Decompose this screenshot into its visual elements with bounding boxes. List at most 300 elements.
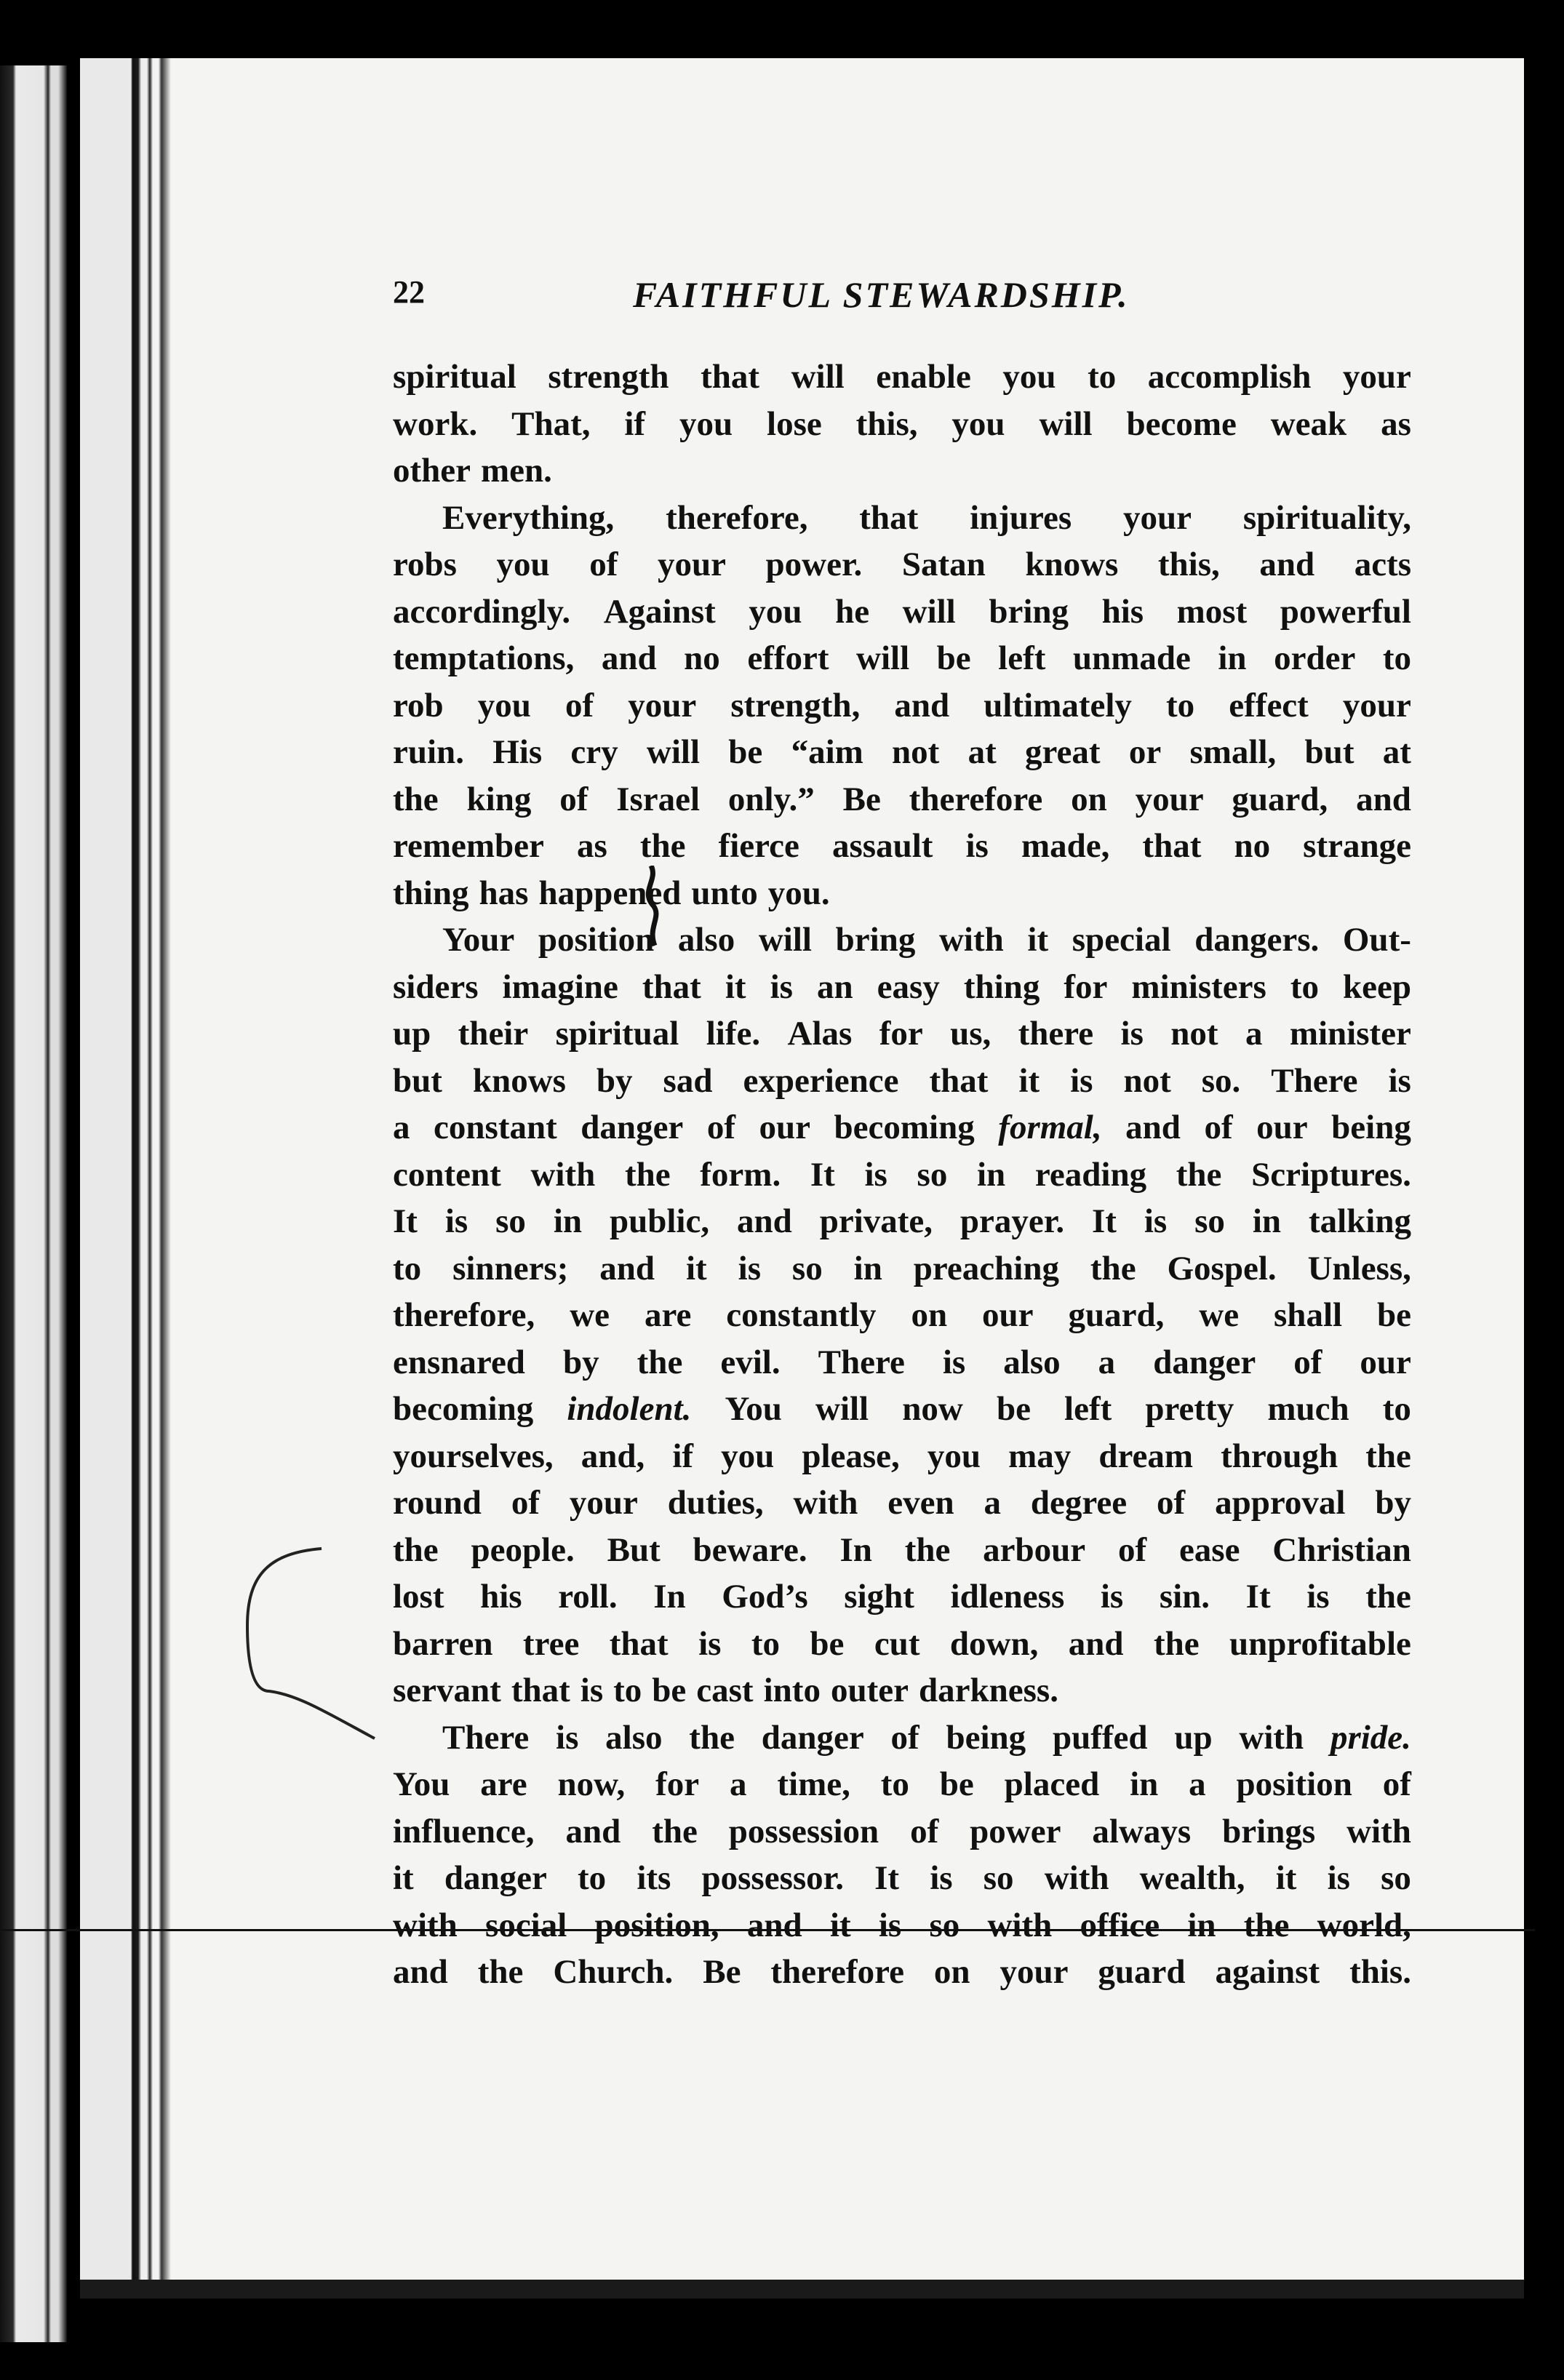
word: even [887, 1484, 954, 1522]
word: great [1025, 733, 1101, 771]
word: being [946, 1718, 1026, 1757]
text-line [393, 870, 1411, 917]
word: other [393, 452, 471, 490]
word: but [393, 1061, 442, 1100]
word: unto [691, 874, 758, 912]
word: barren [393, 1624, 493, 1663]
word: It [393, 1202, 418, 1240]
word: the [652, 1812, 698, 1850]
word: easy [877, 967, 940, 1006]
word: and [599, 1249, 655, 1287]
word: your [657, 546, 726, 583]
word: if [624, 404, 646, 443]
word: are [480, 1765, 527, 1803]
word: our [759, 1109, 811, 1146]
word: he [835, 592, 870, 631]
word: danger [444, 1859, 547, 1897]
word: being [1331, 1109, 1411, 1146]
word: in [1187, 1906, 1216, 1944]
word: But [607, 1530, 661, 1569]
word: It [1245, 1578, 1271, 1616]
word: is [1144, 1202, 1168, 1240]
word: It [874, 1859, 900, 1897]
word: cry [570, 733, 618, 771]
word: also [605, 1718, 663, 1757]
word: his [1101, 592, 1144, 631]
word: power [970, 1812, 1061, 1850]
word: its [637, 1859, 671, 1897]
word: of [1293, 1343, 1322, 1381]
word: men. [481, 452, 552, 490]
word: pride. [1330, 1718, 1411, 1757]
word: sin. [1159, 1578, 1210, 1616]
word: by [596, 1061, 633, 1100]
word: as [576, 827, 607, 865]
word: bring [835, 921, 916, 959]
word: effect [1229, 686, 1309, 724]
word: the [1365, 1437, 1411, 1475]
word: strength [548, 358, 669, 396]
word: private, [819, 1202, 933, 1240]
word: is [580, 1672, 604, 1709]
word: it [725, 967, 746, 1006]
word: no [684, 639, 720, 677]
text-line [393, 1339, 1411, 1386]
word: acts [1354, 546, 1411, 583]
word: in [1218, 639, 1247, 677]
word: position [1236, 1765, 1352, 1803]
word: position [538, 921, 655, 959]
word: and [1259, 546, 1315, 583]
word: small, [1189, 733, 1277, 771]
word: of [559, 780, 589, 818]
word: evil. [720, 1343, 781, 1381]
word: position, [594, 1906, 719, 1944]
word: is [1388, 1061, 1411, 1100]
text-line [393, 1527, 1411, 1574]
word: no [1234, 827, 1271, 865]
text-line [393, 1245, 1411, 1293]
word: is [1100, 1578, 1124, 1616]
word: and [565, 1812, 621, 1850]
word: Christian [1272, 1530, 1411, 1569]
word: and [746, 1906, 802, 1944]
word: Out- [1342, 921, 1411, 959]
word: against [1215, 1953, 1320, 1991]
word: fierce [718, 827, 799, 865]
word: to [751, 1624, 780, 1663]
word: siders [393, 967, 479, 1006]
word: is [878, 1906, 902, 1944]
word: indolent. [567, 1390, 692, 1428]
word: his [480, 1578, 522, 1616]
word: that [1142, 827, 1202, 865]
word: it [1018, 1061, 1040, 1100]
word: the [477, 1953, 524, 1991]
word: be [996, 1390, 1031, 1428]
word: is [1070, 1061, 1093, 1100]
word: preaching [913, 1249, 1059, 1287]
word: to [1382, 1390, 1411, 1428]
word: us, [950, 1015, 992, 1053]
word: lost [393, 1578, 444, 1616]
word: danger [580, 1109, 684, 1146]
word: wealth, [1139, 1859, 1245, 1897]
text-line [393, 1292, 1411, 1339]
word: this. [1349, 1953, 1411, 1991]
word: in [1252, 1202, 1282, 1240]
word: are [644, 1296, 692, 1334]
word: their [458, 1015, 529, 1053]
word: dangers. [1194, 921, 1320, 959]
word: for [879, 1015, 923, 1053]
word: left [998, 639, 1046, 677]
word: at [967, 733, 997, 771]
word: the [624, 1155, 671, 1194]
word: up [1174, 1718, 1213, 1757]
word: There [818, 1343, 905, 1381]
word: you. [767, 874, 830, 912]
text-line [393, 354, 1411, 401]
word: cast [696, 1672, 754, 1709]
word: is [556, 1718, 579, 1757]
word: into [763, 1672, 821, 1709]
text-line [393, 1198, 1411, 1245]
word: ultimately [984, 686, 1132, 724]
word: that [929, 1061, 989, 1100]
word: life. [706, 1015, 761, 1053]
word: God’s [722, 1578, 808, 1616]
text-line [393, 495, 1411, 542]
word: tree [522, 1624, 580, 1663]
word: your [1123, 498, 1192, 537]
word: a [1098, 1343, 1116, 1381]
word: constantly [726, 1296, 877, 1334]
word: only.” [727, 780, 815, 818]
word: and [894, 686, 950, 724]
page-bottom-edge [80, 2280, 1524, 2299]
word: not [892, 733, 940, 771]
word: remember [393, 827, 544, 865]
word: unmade [1072, 639, 1191, 677]
word: knows [1025, 546, 1119, 583]
word: arbour [983, 1530, 1086, 1569]
text-line [393, 1151, 1411, 1199]
word: will [856, 639, 910, 677]
word: power. [765, 546, 863, 583]
word: Your [442, 921, 515, 959]
word: Unless, [1307, 1249, 1411, 1287]
text-line [393, 776, 1411, 823]
word: brings [1222, 1812, 1316, 1850]
word: His [492, 733, 543, 771]
word: formal, [998, 1109, 1102, 1146]
word: the [1365, 1578, 1411, 1616]
word: is [965, 827, 989, 865]
word: idleness [950, 1578, 1065, 1616]
word: your [569, 1484, 638, 1522]
word: to [880, 1765, 909, 1803]
word: Against [603, 592, 716, 631]
word: in [1130, 1765, 1159, 1803]
word: prayer. [959, 1202, 1065, 1240]
word: if [672, 1437, 694, 1475]
book-edge-left [0, 65, 67, 2342]
word: so [495, 1202, 526, 1240]
word: happened [538, 874, 682, 912]
word: temptations, [393, 639, 575, 677]
word: to [578, 1859, 607, 1897]
word: pretty [1145, 1390, 1234, 1428]
word: shall [1274, 1296, 1343, 1334]
word: now [902, 1390, 963, 1428]
word: Alas [787, 1015, 853, 1053]
word: In [839, 1530, 872, 1569]
word: a [730, 1765, 747, 1803]
word: with [987, 1906, 1053, 1944]
word: time, [777, 1765, 850, 1803]
word: but [1304, 733, 1354, 771]
word: servant [393, 1672, 501, 1709]
word: the [393, 1530, 439, 1569]
word: in [853, 1249, 882, 1287]
word: imagine [502, 967, 618, 1006]
word: a [1189, 1765, 1206, 1803]
word: our [982, 1296, 1034, 1334]
word: with [1044, 1859, 1109, 1897]
running-head [393, 273, 1440, 332]
word: that [511, 1672, 570, 1709]
word: so [1194, 1202, 1225, 1240]
word: of [564, 686, 594, 724]
word: at [1382, 733, 1411, 771]
word: also [1003, 1343, 1061, 1381]
text-line [393, 823, 1411, 870]
word: made, [1021, 827, 1110, 865]
word: therefore, [666, 498, 808, 537]
word: ministers [1131, 967, 1266, 1006]
word: cut [874, 1624, 920, 1663]
word: rob [393, 686, 444, 724]
word: guard, [1232, 780, 1328, 818]
word: roll. [558, 1578, 618, 1616]
word: danger [1153, 1343, 1256, 1381]
word: of [589, 546, 618, 583]
word: of [1204, 1109, 1233, 1146]
word: a [984, 1484, 1001, 1522]
text-line [393, 447, 1411, 495]
word: ensnared [393, 1343, 525, 1381]
word: become [1126, 404, 1237, 443]
word: not [1123, 1061, 1171, 1100]
word: will [646, 733, 701, 771]
word: is [444, 1202, 468, 1240]
word: experience [743, 1061, 899, 1100]
word: so [791, 1249, 823, 1287]
word: up [393, 1015, 431, 1053]
text-line [393, 1949, 1411, 1996]
word: it [1027, 921, 1049, 959]
word: it [393, 1859, 414, 1897]
word: of [1382, 1765, 1411, 1803]
text-line [393, 1855, 1411, 1902]
text-line [393, 917, 1411, 964]
word: There [442, 1718, 530, 1757]
word: thing [393, 874, 469, 912]
word: there [1018, 1015, 1094, 1053]
word: is [1327, 1859, 1350, 1897]
word: we [1199, 1296, 1240, 1334]
word: powerful [1280, 592, 1411, 631]
word: it [829, 1906, 851, 1944]
word: is [930, 1859, 953, 1897]
word: It [1092, 1202, 1117, 1240]
word: lose [767, 404, 822, 443]
word: constant [434, 1109, 557, 1146]
word: dream [1098, 1437, 1193, 1475]
word: spiritual [555, 1015, 679, 1053]
word: reading [1034, 1155, 1147, 1194]
word: always [1092, 1812, 1192, 1850]
word: people. [471, 1530, 575, 1569]
word: is [698, 1624, 722, 1663]
word: sight [844, 1578, 914, 1616]
word: That, [511, 404, 591, 443]
word: and [393, 1953, 448, 1991]
word: the [689, 1718, 735, 1757]
word: to [1088, 358, 1117, 396]
word: your [628, 686, 697, 724]
word: the [393, 780, 439, 818]
word: ruin. [393, 733, 464, 771]
word: by [1375, 1484, 1411, 1522]
word: be [728, 733, 763, 771]
word: therefore, [393, 1296, 535, 1334]
word: to [613, 1672, 642, 1709]
word: to [1166, 686, 1195, 724]
word: of [1117, 1530, 1147, 1569]
word: will [815, 1390, 869, 1428]
word: influence, [393, 1812, 535, 1850]
word: possession [728, 1812, 879, 1850]
word: you [496, 546, 550, 583]
word: of [910, 1812, 939, 1850]
word: also [677, 921, 735, 959]
word: sinners; [452, 1249, 569, 1287]
word: now, [557, 1765, 626, 1803]
page-number: 22 [393, 274, 425, 310]
word: accordingly. [393, 592, 571, 631]
word: as [1381, 404, 1411, 443]
word: round [393, 1484, 482, 1522]
word: with [793, 1484, 858, 1522]
word: or [1128, 733, 1162, 771]
running-title: FAITHFUL STEWARDSHIP. [633, 274, 1130, 315]
text-line [393, 1573, 1411, 1621]
handwritten-bracket-mark [240, 1546, 386, 1742]
text-line [393, 729, 1411, 776]
word: our [1256, 1109, 1308, 1146]
word: our [1360, 1343, 1411, 1381]
word: by [562, 1343, 599, 1381]
word: please, [802, 1437, 900, 1475]
word: and [737, 1202, 792, 1240]
word: your [1135, 780, 1204, 818]
word: strength, [730, 686, 861, 724]
word: for [655, 1765, 700, 1803]
word: is [1120, 1015, 1144, 1053]
word: you [951, 404, 1005, 443]
word: and [1068, 1624, 1124, 1663]
word: that [609, 1624, 669, 1663]
text-line [393, 1433, 1411, 1480]
word: bring [989, 592, 1069, 631]
word: It [810, 1155, 835, 1194]
word: that [859, 498, 919, 537]
word: on [1071, 780, 1107, 818]
word: to [1382, 639, 1411, 677]
word: work. [393, 404, 478, 443]
word: strange [1303, 827, 1411, 865]
word: you [679, 404, 733, 443]
word: with [1346, 1812, 1411, 1850]
word: duties, [667, 1484, 764, 1522]
text-line [393, 682, 1411, 730]
word: enable [876, 358, 971, 396]
word: in [977, 1155, 1006, 1194]
body-text [393, 354, 1411, 1996]
word: the [637, 1343, 683, 1381]
word: You [393, 1765, 450, 1803]
word: we [570, 1296, 610, 1334]
word: unprofitable [1229, 1624, 1411, 1663]
text-line [393, 1479, 1411, 1527]
word: left [1064, 1390, 1112, 1428]
word: the [1176, 1155, 1222, 1194]
word: down, [949, 1624, 1039, 1663]
word: danger [761, 1718, 864, 1757]
text-line [393, 401, 1411, 448]
word: the [1243, 1906, 1290, 1944]
word: and [1125, 1109, 1181, 1146]
text-line [393, 1058, 1411, 1105]
word: sad [663, 1061, 713, 1100]
word: your [1000, 1953, 1069, 1991]
word: assault [831, 827, 933, 865]
word: of [1157, 1484, 1186, 1522]
word: will [791, 358, 845, 396]
page-gutter [80, 58, 171, 2299]
word: and [601, 639, 657, 677]
word: the [1153, 1624, 1200, 1663]
word: is [1306, 1578, 1330, 1616]
word: Satan [901, 546, 986, 583]
word: king [466, 780, 532, 818]
word: may [1008, 1437, 1072, 1475]
word: your [1342, 358, 1411, 396]
word: with [530, 1155, 596, 1194]
word: ease [1178, 1530, 1240, 1569]
word: Scriptures. [1251, 1155, 1411, 1194]
word: you [721, 1437, 775, 1475]
word: it [686, 1249, 707, 1287]
text-line [393, 1808, 1411, 1856]
word: becoming [393, 1390, 534, 1428]
text-line [393, 1667, 1411, 1714]
word: In [653, 1578, 686, 1616]
word: therefore [909, 780, 1043, 818]
word: order [1274, 639, 1356, 677]
